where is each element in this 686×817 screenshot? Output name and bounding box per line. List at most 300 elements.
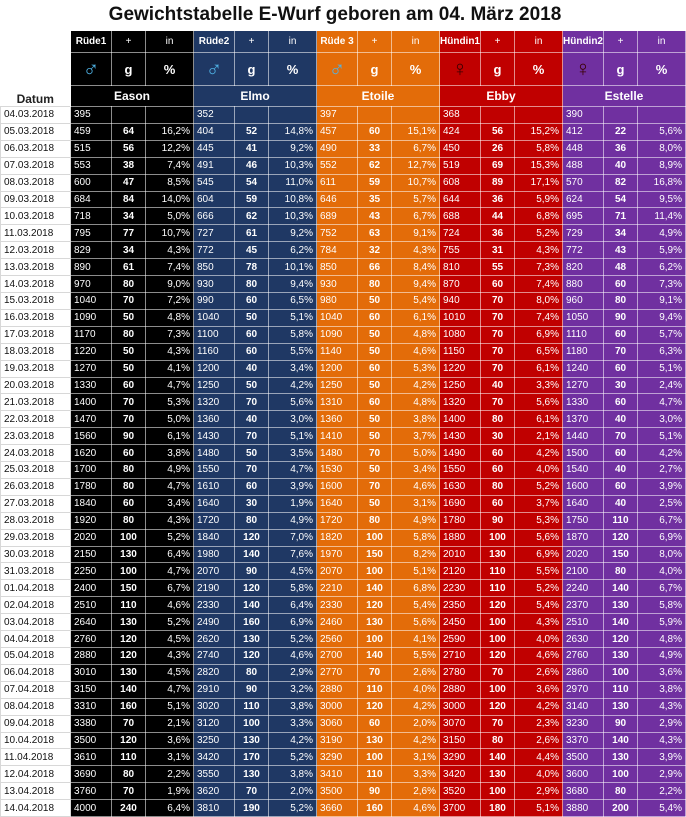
column-header-etoile-header: Rüde 3 — [317, 31, 358, 53]
weight-cell: 3020 — [194, 698, 235, 715]
weight-cell: 2370 — [563, 597, 604, 614]
gain-cell — [481, 107, 515, 124]
gain-cell: 22 — [604, 123, 638, 140]
weight-cell: 412 — [563, 123, 604, 140]
percent-cell: 3,8% — [269, 698, 317, 715]
percent-cell: 5,2% — [146, 529, 194, 546]
weight-cell: 2970 — [563, 681, 604, 698]
percent-cell: 4,6% — [515, 648, 563, 665]
weight-cell: 2880 — [71, 648, 112, 665]
gain-cell: 80 — [112, 512, 146, 529]
table-row — [1, 343, 686, 360]
percent-cell: 4,8% — [146, 309, 194, 326]
gain-cell: 120 — [358, 698, 392, 715]
gain-cell: 50 — [112, 360, 146, 377]
gain-cell: 60 — [112, 495, 146, 512]
gain-cell: 60 — [481, 445, 515, 462]
percent-cell: 9,4% — [269, 276, 317, 293]
table-row — [1, 309, 686, 326]
weight-cell: 352 — [194, 107, 235, 124]
percent-cell: 4,3% — [515, 242, 563, 259]
weight-cell: 1540 — [563, 462, 604, 479]
gain-cell: 61 — [112, 259, 146, 276]
percent-cell: 5,2% — [515, 478, 563, 495]
weight-cell: 1330 — [71, 377, 112, 394]
date-cell: 08.03.2018 — [1, 174, 71, 191]
weight-cell: 3010 — [71, 664, 112, 681]
weight-cell: 552 — [317, 157, 358, 174]
percent-cell: 6,1% — [515, 411, 563, 428]
weight-cell: 1040 — [71, 292, 112, 309]
gain-cell — [358, 107, 392, 124]
weight-cell: 870 — [440, 276, 481, 293]
weight-cell: 515 — [71, 140, 112, 157]
column-label-percent: % — [638, 53, 686, 86]
column-header-eason-plus: + — [112, 31, 146, 53]
weight-cell: 820 — [563, 259, 604, 276]
weight-cell: 930 — [317, 276, 358, 293]
weight-cell: 1560 — [71, 428, 112, 445]
weight-cell: 644 — [440, 191, 481, 208]
gain-cell: 50 — [358, 462, 392, 479]
weight-cell: 1640 — [317, 495, 358, 512]
weight-cell: 1040 — [194, 309, 235, 326]
percent-cell: 6,2% — [638, 259, 686, 276]
percent-cell: 5,8% — [638, 597, 686, 614]
weight-cell: 2910 — [194, 681, 235, 698]
percent-cell: 6,3% — [638, 343, 686, 360]
date-cell: 15.03.2018 — [1, 292, 71, 309]
weight-cell: 368 — [440, 107, 481, 124]
percent-cell: 5,7% — [392, 191, 440, 208]
percent-cell: 14,0% — [146, 191, 194, 208]
percent-cell: 5,8% — [269, 580, 317, 597]
date-cell: 10.03.2018 — [1, 208, 71, 225]
gain-cell: 120 — [481, 648, 515, 665]
percent-cell: 3,1% — [392, 749, 440, 766]
weight-cell: 2620 — [194, 631, 235, 648]
gain-cell: 50 — [358, 495, 392, 512]
gain-cell: 130 — [358, 732, 392, 749]
percent-cell: 6,5% — [269, 292, 317, 309]
column-header-estelle-plus: + — [604, 31, 638, 53]
weight-cell: 1780 — [440, 512, 481, 529]
gain-cell: 80 — [604, 563, 638, 580]
weight-cell: 2460 — [317, 614, 358, 631]
gain-cell: 160 — [112, 698, 146, 715]
date-cell: 05.04.2018 — [1, 648, 71, 665]
weight-cell: 3250 — [194, 732, 235, 749]
weight-cell: 724 — [440, 225, 481, 242]
weight-cell: 2100 — [563, 563, 604, 580]
gain-cell: 110 — [358, 681, 392, 698]
percent-cell — [392, 107, 440, 124]
percent-cell: 12,2% — [146, 140, 194, 157]
gain-cell: 150 — [604, 546, 638, 563]
puppy-name-etoile: Etoile — [317, 86, 440, 107]
percent-cell: 1,9% — [146, 783, 194, 800]
gain-cell: 120 — [112, 648, 146, 665]
weight-cell: 890 — [71, 259, 112, 276]
gain-cell: 60 — [604, 276, 638, 293]
gain-cell: 130 — [481, 766, 515, 783]
percent-cell: 4,3% — [638, 698, 686, 715]
weight-cell: 2760 — [71, 631, 112, 648]
gain-cell: 70 — [358, 664, 392, 681]
weight-cell: 2490 — [194, 614, 235, 631]
weight-cell: 2560 — [317, 631, 358, 648]
weight-cell: 1430 — [440, 428, 481, 445]
table-row — [1, 445, 686, 462]
percent-cell: 10,3% — [269, 157, 317, 174]
percent-cell: 10,1% — [269, 259, 317, 276]
percent-cell: 4,2% — [392, 698, 440, 715]
female-icon: ♀ — [451, 56, 469, 81]
weight-cell: 2070 — [317, 563, 358, 580]
weight-cell: 1480 — [194, 445, 235, 462]
percent-cell: 5,5% — [269, 343, 317, 360]
weight-cell: 1750 — [563, 512, 604, 529]
gain-cell: 140 — [481, 749, 515, 766]
weight-cell: 1880 — [440, 529, 481, 546]
percent-cell: 10,3% — [269, 208, 317, 225]
percent-cell: 5,8% — [392, 529, 440, 546]
gain-cell: 90 — [235, 681, 269, 698]
percent-cell: 7,4% — [146, 259, 194, 276]
gain-cell: 60 — [112, 377, 146, 394]
weight-cell: 1100 — [194, 326, 235, 343]
weight-cell: 2020 — [71, 529, 112, 546]
percent-cell: 7,2% — [146, 292, 194, 309]
gain-cell: 36 — [481, 225, 515, 242]
percent-cell: 5,4% — [638, 800, 686, 817]
percent-cell: 4,6% — [146, 597, 194, 614]
table-row — [1, 546, 686, 563]
percent-cell: 2,0% — [392, 715, 440, 732]
weight-cell: 600 — [71, 174, 112, 191]
gain-cell: 60 — [604, 478, 638, 495]
weight-cell: 1820 — [317, 529, 358, 546]
header-row-names — [1, 86, 686, 107]
percent-cell: 15,1% — [392, 123, 440, 140]
date-cell: 02.04.2018 — [1, 597, 71, 614]
weight-cell: 604 — [194, 191, 235, 208]
gain-cell: 70 — [481, 715, 515, 732]
table-row — [1, 123, 686, 140]
weight-cell: 3600 — [563, 766, 604, 783]
table-row — [1, 276, 686, 293]
gain-cell: 50 — [358, 292, 392, 309]
table-row — [1, 225, 686, 242]
percent-cell: 3,4% — [269, 360, 317, 377]
gain-cell: 64 — [112, 123, 146, 140]
percent-cell: 2,9% — [638, 766, 686, 783]
weight-cell: 1700 — [71, 462, 112, 479]
gain-cell: 80 — [235, 664, 269, 681]
gain-cell: 56 — [112, 140, 146, 157]
percent-cell: 4,2% — [269, 732, 317, 749]
percent-cell: 7,3% — [515, 259, 563, 276]
weight-cell: 1170 — [71, 326, 112, 343]
percent-cell: 4,9% — [392, 512, 440, 529]
percent-cell: 6,5% — [515, 343, 563, 360]
percent-cell: 4,6% — [392, 800, 440, 817]
puppy-name-ebby: Ebby — [440, 86, 563, 107]
gain-cell: 80 — [112, 462, 146, 479]
gain-cell: 77 — [112, 225, 146, 242]
date-cell: 09.03.2018 — [1, 191, 71, 208]
weight-cell: 3500 — [317, 783, 358, 800]
gain-cell: 70 — [112, 394, 146, 411]
weight-cell: 646 — [317, 191, 358, 208]
table-row — [1, 428, 686, 445]
percent-cell: 8,4% — [392, 259, 440, 276]
weight-cell: 1240 — [563, 360, 604, 377]
gain-cell: 60 — [235, 343, 269, 360]
weight-cell: 3150 — [440, 732, 481, 749]
percent-cell: 3,2% — [269, 681, 317, 698]
table-row — [1, 766, 686, 783]
percent-cell — [146, 107, 194, 124]
gain-cell: 38 — [112, 157, 146, 174]
percent-cell: 4,3% — [146, 648, 194, 665]
column-label-grams: g — [481, 53, 515, 86]
gain-cell: 54 — [235, 174, 269, 191]
gain-cell: 60 — [604, 326, 638, 343]
table-row — [1, 715, 686, 732]
gain-cell: 61 — [235, 225, 269, 242]
weight-table-sheet — [0, 30, 682, 817]
table-row — [1, 732, 686, 749]
weight-cell: 3190 — [317, 732, 358, 749]
percent-cell: 5,2% — [515, 225, 563, 242]
column-label-grams: g — [604, 53, 638, 86]
percent-cell: 5,6% — [269, 394, 317, 411]
weight-cell: 2740 — [194, 648, 235, 665]
weight-cell: 3070 — [440, 715, 481, 732]
weight-cell: 2210 — [317, 580, 358, 597]
date-cell: 30.03.2018 — [1, 546, 71, 563]
gain-cell: 70 — [235, 428, 269, 445]
date-cell: 28.03.2018 — [1, 512, 71, 529]
date-cell: 09.04.2018 — [1, 715, 71, 732]
percent-cell: 2,6% — [515, 664, 563, 681]
gain-cell: 60 — [112, 445, 146, 462]
gain-cell: 140 — [112, 681, 146, 698]
gain-cell: 140 — [604, 732, 638, 749]
gain-cell: 110 — [604, 681, 638, 698]
percent-cell: 3,5% — [269, 445, 317, 462]
gain-cell: 80 — [604, 292, 638, 309]
weight-cell: 2510 — [563, 614, 604, 631]
column-header-elmo-in: in — [269, 31, 317, 53]
percent-cell: 5,3% — [515, 512, 563, 529]
gain-cell: 54 — [604, 191, 638, 208]
percent-cell: 4,3% — [146, 512, 194, 529]
gain-cell: 150 — [112, 580, 146, 597]
weight-cell: 3680 — [563, 783, 604, 800]
table-row — [1, 377, 686, 394]
percent-cell: 3,8% — [146, 445, 194, 462]
percent-cell: 4,1% — [392, 631, 440, 648]
date-cell: 22.03.2018 — [1, 411, 71, 428]
table-row — [1, 664, 686, 681]
gain-cell: 240 — [112, 800, 146, 817]
gain-cell: 82 — [604, 174, 638, 191]
weight-cell: 880 — [563, 276, 604, 293]
percent-cell: 3,4% — [146, 495, 194, 512]
gain-cell: 70 — [112, 292, 146, 309]
gain-cell: 140 — [358, 580, 392, 597]
percent-cell: 3,3% — [269, 715, 317, 732]
weight-cell: 519 — [440, 157, 481, 174]
column-label-percent: % — [392, 53, 440, 86]
percent-cell: 6,7% — [392, 208, 440, 225]
percent-cell: 2,0% — [269, 783, 317, 800]
percent-cell: 4,2% — [392, 732, 440, 749]
gain-cell: 60 — [604, 445, 638, 462]
percent-cell: 2,6% — [392, 664, 440, 681]
percent-cell: 3,6% — [515, 681, 563, 698]
female-icon: ♀ — [574, 56, 592, 81]
weight-cell: 1620 — [71, 445, 112, 462]
gain-cell: 50 — [112, 343, 146, 360]
percent-cell: 4,2% — [269, 377, 317, 394]
percent-cell: 5,5% — [392, 648, 440, 665]
weight-cell: 3690 — [71, 766, 112, 783]
gain-cell: 43 — [604, 242, 638, 259]
percent-cell: 8,0% — [638, 140, 686, 157]
weight-cell: 810 — [440, 259, 481, 276]
column-label-percent: % — [515, 53, 563, 86]
gain-cell: 47 — [112, 174, 146, 191]
weight-cell: 1310 — [317, 394, 358, 411]
weight-cell: 970 — [71, 276, 112, 293]
percent-cell: 8,9% — [638, 157, 686, 174]
table-row — [1, 360, 686, 377]
gain-cell: 70 — [481, 664, 515, 681]
percent-cell — [638, 107, 686, 124]
gain-cell: 80 — [235, 276, 269, 293]
percent-cell: 5,2% — [515, 580, 563, 597]
gain-cell: 100 — [358, 529, 392, 546]
weight-cell: 3500 — [71, 732, 112, 749]
date-cell: 13.03.2018 — [1, 259, 71, 276]
weight-cell: 611 — [317, 174, 358, 191]
table-row — [1, 157, 686, 174]
weight-cell: 684 — [71, 191, 112, 208]
percent-cell: 1,9% — [269, 495, 317, 512]
weight-cell: 1250 — [194, 377, 235, 394]
gain-cell: 90 — [112, 428, 146, 445]
gain-cell: 40 — [235, 411, 269, 428]
weight-cell: 2190 — [194, 580, 235, 597]
percent-cell: 3,9% — [638, 749, 686, 766]
table-row — [1, 140, 686, 157]
weight-cell: 457 — [317, 123, 358, 140]
gain-cell — [604, 107, 638, 124]
percent-cell: 8,0% — [515, 292, 563, 309]
weight-cell: 3660 — [317, 800, 358, 817]
weight-cell: 1090 — [317, 326, 358, 343]
table-row — [1, 107, 686, 124]
gain-cell: 55 — [481, 259, 515, 276]
percent-cell: 4,6% — [392, 478, 440, 495]
weight-cell: 1320 — [440, 394, 481, 411]
gain-cell: 36 — [604, 140, 638, 157]
percent-cell: 5,4% — [392, 597, 440, 614]
date-cell: 14.04.2018 — [1, 800, 71, 817]
gain-cell: 120 — [481, 597, 515, 614]
percent-cell: 5,6% — [515, 394, 563, 411]
percent-cell: 3,9% — [638, 478, 686, 495]
percent-cell: 4,7% — [146, 377, 194, 394]
weight-cell: 553 — [71, 157, 112, 174]
percent-cell: 2,2% — [146, 766, 194, 783]
weight-cell: 570 — [563, 174, 604, 191]
weight-cell: 3150 — [71, 681, 112, 698]
percent-cell: 5,2% — [269, 749, 317, 766]
percent-cell: 5,2% — [269, 631, 317, 648]
percent-cell: 3,7% — [392, 428, 440, 445]
weight-cell: 1220 — [440, 360, 481, 377]
percent-cell — [269, 107, 317, 124]
gain-cell: 60 — [358, 394, 392, 411]
gain-cell: 60 — [358, 715, 392, 732]
date-cell: 13.04.2018 — [1, 783, 71, 800]
gain-cell: 33 — [358, 140, 392, 157]
gain-cell: 32 — [358, 242, 392, 259]
percent-cell: 4,7% — [146, 681, 194, 698]
weight-cell: 1980 — [194, 546, 235, 563]
percent-cell: 9,1% — [392, 225, 440, 242]
percent-cell: 6,7% — [638, 580, 686, 597]
table-row — [1, 462, 686, 479]
gain-cell: 70 — [358, 445, 392, 462]
weight-cell: 1400 — [440, 411, 481, 428]
weight-cell: 1140 — [317, 343, 358, 360]
gain-cell: 110 — [358, 766, 392, 783]
percent-cell: 4,7% — [146, 478, 194, 495]
gain-cell: 60 — [235, 478, 269, 495]
weight-cell: 2780 — [440, 664, 481, 681]
date-cell: 19.03.2018 — [1, 360, 71, 377]
male-icon: ♂ — [82, 56, 100, 81]
weight-cell: 1270 — [71, 360, 112, 377]
table-row — [1, 800, 686, 817]
gain-cell: 45 — [235, 242, 269, 259]
gain-cell: 100 — [604, 766, 638, 783]
percent-cell: 5,9% — [638, 614, 686, 631]
weight-cell: 3420 — [194, 749, 235, 766]
date-cell: 25.03.2018 — [1, 462, 71, 479]
table-row — [1, 563, 686, 580]
gain-cell: 100 — [481, 681, 515, 698]
gain-cell: 180 — [481, 800, 515, 817]
percent-cell: 7,4% — [515, 276, 563, 293]
table-row — [1, 411, 686, 428]
gain-cell: 130 — [112, 614, 146, 631]
gain-cell: 100 — [481, 783, 515, 800]
percent-cell: 6,1% — [146, 428, 194, 445]
gain-cell: 90 — [604, 309, 638, 326]
percent-cell: 4,3% — [392, 242, 440, 259]
weight-cell: 2760 — [563, 648, 604, 665]
gain-cell: 70 — [112, 783, 146, 800]
gain-cell: 48 — [604, 259, 638, 276]
gain-cell: 41 — [235, 140, 269, 157]
column-label-grams: g — [358, 53, 392, 86]
